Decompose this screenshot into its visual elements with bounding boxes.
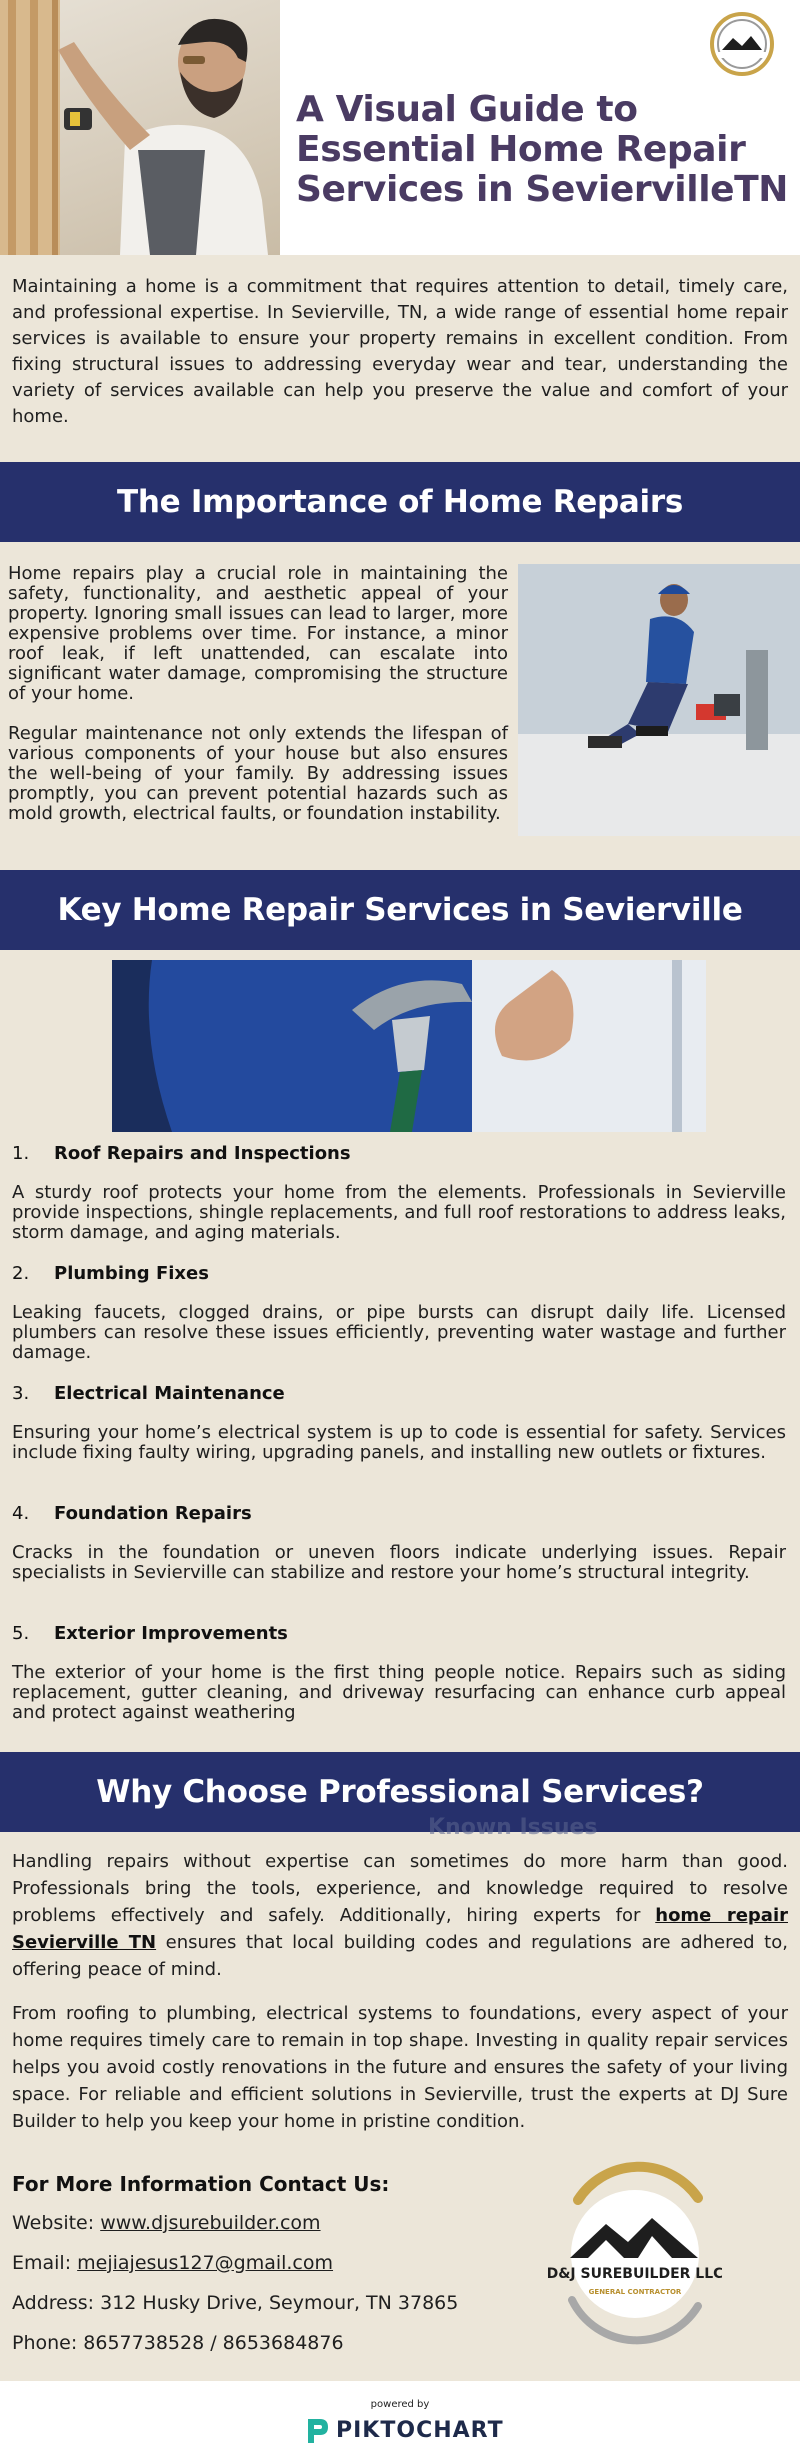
importance-paragraph-1: Home repairs play a crucial role in maintaining the safety, functionality, and aesthetic appeal of your property. Ignoring small issues can lead to larger, more expensive problems over time. For instance, a minor roof leak, if left unattended, can escalate into significant water damage, compromising the structure of your home.	[8, 563, 508, 704]
home-repair-link[interactable]: home repair Sevierville TN	[12, 1905, 788, 1953]
company-logo-large	[548, 2160, 722, 2346]
repair-worker-photo	[518, 564, 800, 836]
service-title-3: 3. Electrical Maintenance	[12, 1383, 285, 1404]
logo-company-name: D&J SUREBUILDER LLC	[548, 2266, 722, 2282]
faded-text: Known Issues	[428, 1815, 598, 1840]
logo-tagline: GENERAL CONTRACTOR	[588, 2288, 682, 2296]
intro-paragraph: Maintaining a home is a commitment that requires attention to detail, timely care, and professional expertise. In Sevierville, TN, a wide range of essential home repair services is available to ensure your property remains in excellent condition. From fixing structural issues to addressing everyday wear and tear, understanding the variety of services available can help you preserve the value and comfort of your home.	[12, 276, 788, 427]
page-title: A Visual Guide to Essential Home Repair Services in SeviervilleTN	[296, 89, 789, 210]
website-link[interactable]: www.djsurebuilder.com	[100, 2212, 321, 2234]
piktochart-icon	[302, 2415, 332, 2447]
why-paragraph-2: From roofing to plumbing, electrical systems to foundations, every aspect of your home requires timely care to remain in top shape. Investing in quality repair services helps you avoid costly renovations in the future and ensures the safety of your living space. For reliable and efficient solutions in Sevierville, trust the experts at DJ Sure Builder to help you keep your home in pristine condition.	[12, 2003, 788, 2132]
carpenter-photo	[0, 0, 280, 255]
footer	[0, 2381, 800, 2461]
why-banner: Why Choose Professional Services?	[0, 1752, 800, 1832]
contact-phone: Phone: 8657738528 / 8653684876	[12, 2332, 344, 2354]
header	[0, 0, 800, 255]
services-banner: Key Home Repair Services in Sevierville	[0, 870, 800, 950]
service-description-1: A sturdy roof protects your home from the elements. Professionals in Sevierville provide inspections, shingle replacements, and full roof restorations to address leaks, storm damage, and aging materials.	[12, 1182, 786, 1243]
why-paragraph-1: Handling repairs without expertise can sometimes do more harm than good. Professionals bring the tools, experience, and knowledge required to resolve problems effectively and safely. Additionally, hiring experts for home repair Sevierville TN ensures that local building codes and regulations are adhered to, offering peace of mind.	[12, 1851, 788, 1980]
service-title-4: 4. Foundation Repairs	[12, 1503, 252, 1524]
contact-website: Website: www.djsurebuilder.com	[12, 2212, 321, 2234]
piktochart-wordmark: PIKTOCHART	[336, 2418, 504, 2443]
service-description-4: Cracks in the foundation or uneven floors indicate underlying issues. Repair specialists in Sevierville can stabilize and restore your home’s structural integrity.	[12, 1542, 786, 1583]
contact-email: Email: mejiajesus127@gmail.com	[12, 2252, 334, 2274]
service-description-3: Ensuring your home’s electrical system is up to code is essential for safety. Services include fixing faulty wiring, upgrading panels, and installing new outlets or fixtures.	[12, 1422, 786, 1463]
powered-by-label: powered by	[370, 2399, 430, 2410]
service-title-2: 2. Plumbing Fixes	[12, 1263, 209, 1284]
importance-banner: The Importance of Home Repairs	[0, 462, 800, 542]
piktochart-brand[interactable]	[302, 2415, 502, 2447]
contact-address: Address: 312 Husky Drive, Seymour, TN 37865	[12, 2292, 459, 2314]
service-description-5: The exterior of your home is the first thing people notice. Repairs such as siding replacement, gutter cleaning, and driveway resurfacing can enhance curb appeal and protect against weathering	[12, 1662, 786, 1723]
service-description-2: Leaking faucets, clogged drains, or pipe bursts can disrupt daily life. Licensed plumbers can resolve these issues efficiently, preventing water wastage and further damage.	[12, 1302, 786, 1363]
importance-paragraph-2: Regular maintenance not only extends the lifespan of various components of your house but also ensures the well-being of your family. By addressing issues promptly, you can prevent potential hazards such as mold growth, electrical faults, or foundation instability.	[8, 723, 508, 824]
company-logo-small	[706, 8, 778, 80]
service-title-5: 5. Exterior Improvements	[12, 1623, 288, 1644]
contact-heading: For More Information Contact Us:	[12, 2172, 390, 2196]
hammer-photo	[112, 960, 706, 1132]
service-title-1: 1. Roof Repairs and Inspections	[12, 1143, 351, 1164]
email-link[interactable]: mejiajesus127@gmail.com	[77, 2252, 334, 2274]
